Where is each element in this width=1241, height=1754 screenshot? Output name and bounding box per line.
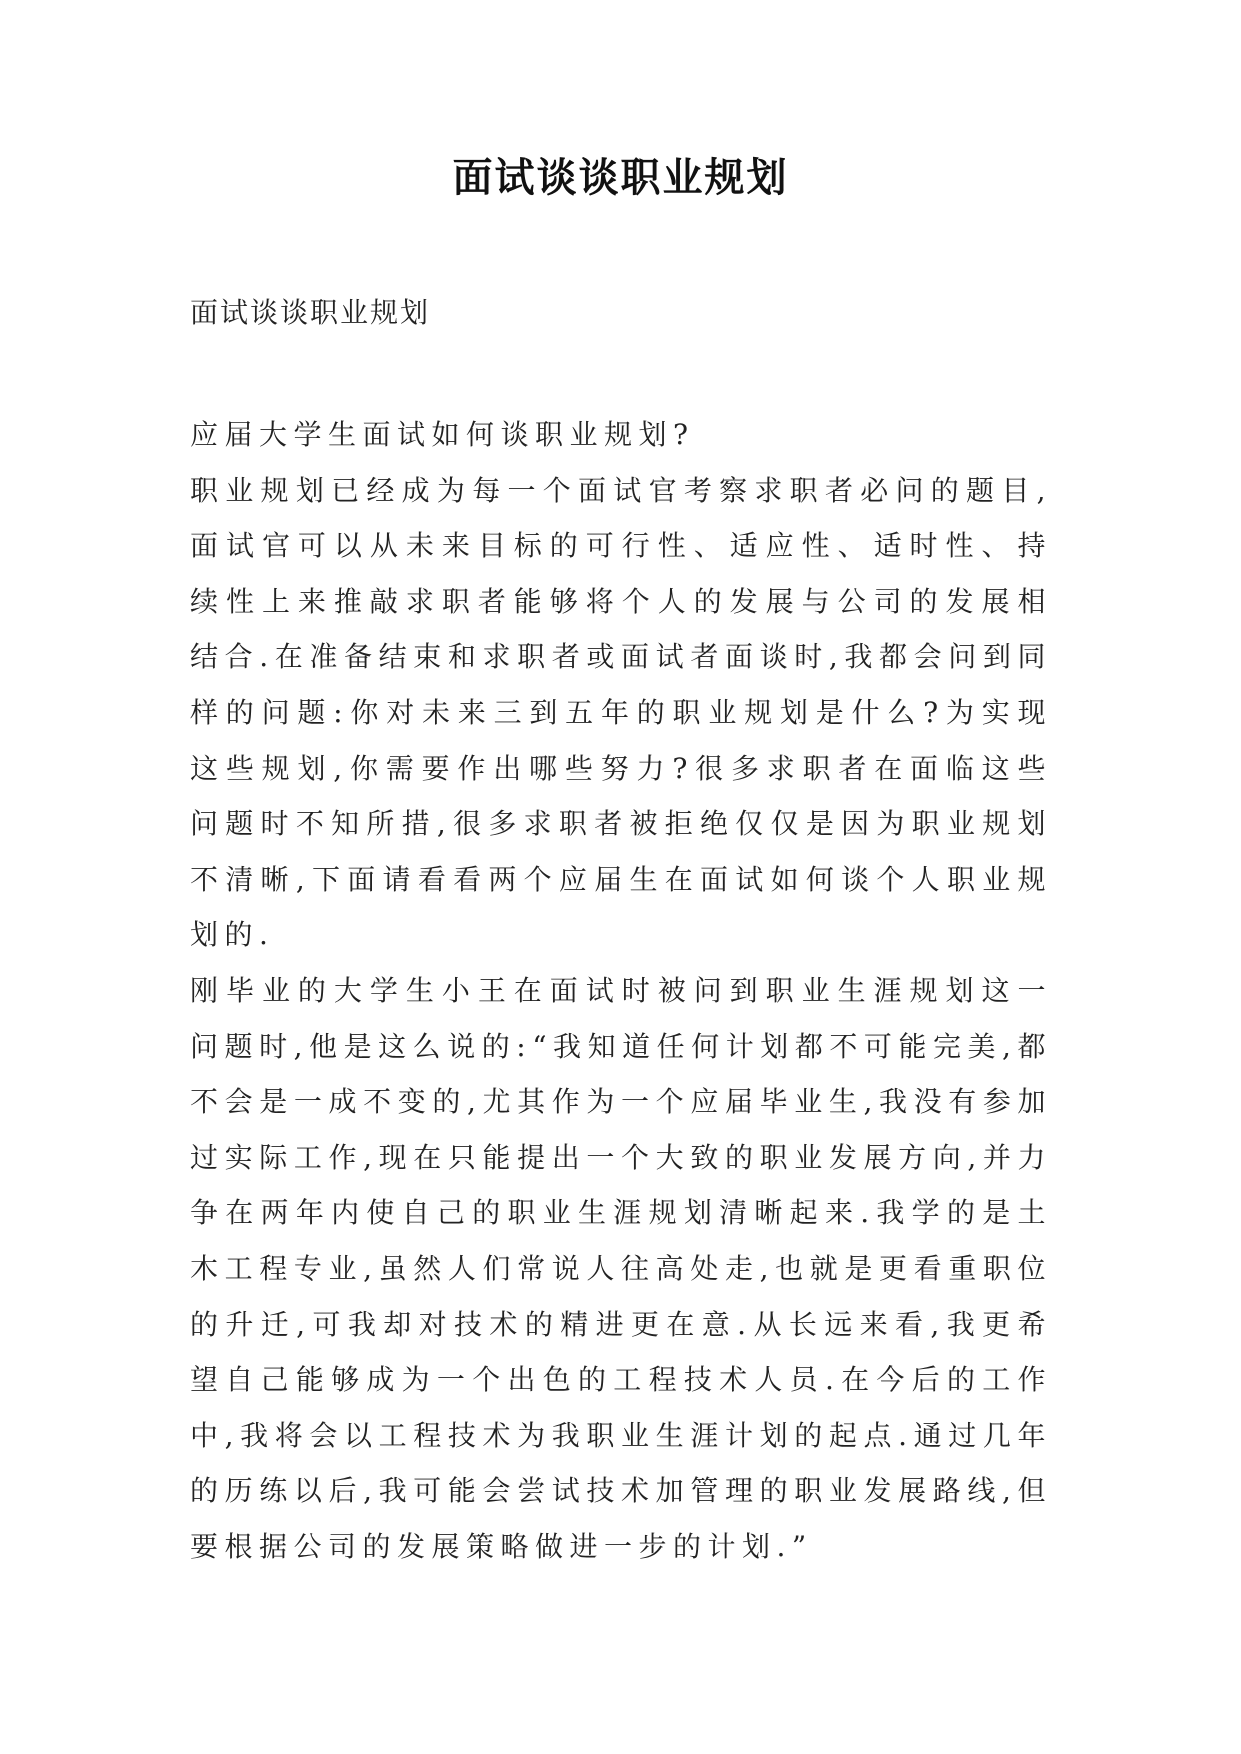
document-title: 面试谈谈职业规划	[452, 154, 789, 201]
paragraph-example: 刚毕业的大学生小王在面试时被问到职业生涯规划这一问题时,他是这么说的:“我知道任何计划都不可能完美,都不会是一成不变的,尤其作为一个应届毕业生,我没有参加过实际工作,现在只能提出一个大致的职业发展方向,并力争在两年内使自己的职业生涯规划清晰起来.我学的是土木工程专业,虽然人们常说人往高处走,也就是更看重职位的升迁,可我却对技术的精进更在意.从长远来看,我更希望自己能够成为一个出色的工程技术人员.在今后的工作中,我将会以工程技术为我职业生涯计划的起点.通过几年的历练以后,我可能会尝试技术加管理的职业发展路线,但要根据公司的发展策略做进一步的计划.”	[190, 973, 1052, 1563]
document-subtitle: 面试谈谈职业规划	[190, 296, 431, 329]
paragraph-question: 应届大学生面试如何谈职业规划?	[190, 418, 695, 451]
document-body	[190, 407, 1052, 1574]
paragraph-intro: 职业规划已经成为每一个面试官考察求职者必问的题目,面试官可以从未来目标的可行性、适应性、适时性、持续性上来推敲求职者能够将个人的发展与公司的发展相结合.在准备结束和求职者或面试者面谈时,我都会问到同样的问题:你对未来三到五年的职业规划是什么?为实现这些规划,你需要作出哪些努力?很多求职者在面临这些问题时不知所措,很多求职者被拒绝仅仅是因为职业规划不清晰,下面请看看两个应届生在面试如何谈个人职业规划的.	[190, 473, 1052, 952]
